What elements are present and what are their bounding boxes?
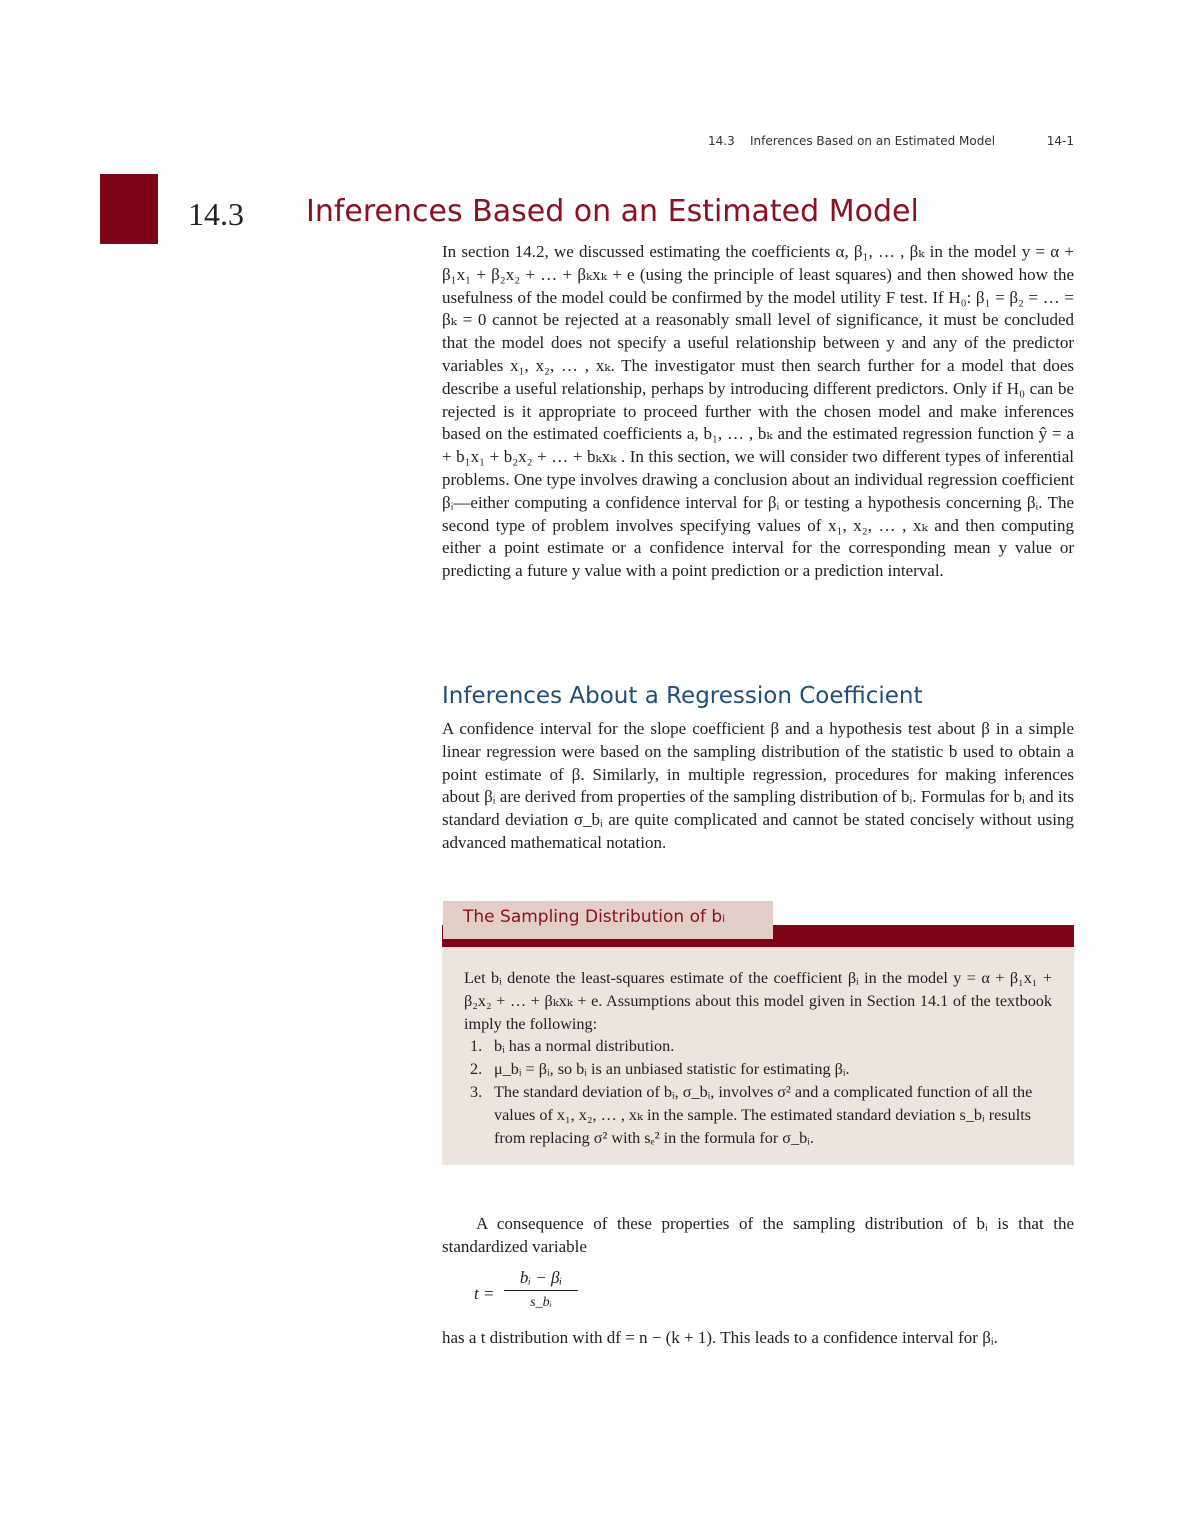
formula-fraction — [504, 1268, 578, 1311]
section-title: Inferences Based on an Estimated Model — [306, 194, 919, 229]
intro-paragraph: In section 14.2, we discussed estimating the coefficients α, β₁, … , βₖ in the model y = α + β₁x₁ + β₂x₂ + … + βₖxₖ + e (using the principle of least squares) and then showed how the usefulness of the model could be confirmed by the model utility F test. If H₀: β₁ = β₂ = … = βₖ = 0 cannot be rejected at a reasonably small level of significance, it must be concluded that the model does not specify a useful relationship between y and any of the predictor variables x₁, x₂, … , xₖ. The investigator must then search further for a model that does describe a useful relationship, perhaps by introducing different predictors. Only if H₀ can be rejected is it appropriate to proceed further with the chosen model and make inferences based on the estimated coefficients a, b₁, … , bₖ and the estimated regression function ŷ = a + b₁x₁ + b₂x₂ + … + bₖxₖ . In this section, we will consider two different types of inferential problems. One type involves drawing a conclusion about an individual regression coefficient βᵢ—either computing a confidence interval for βᵢ or testing a hypothesis concerning βᵢ. The second type of problem involves specifying values of x₁, x₂, … , xₖ and then computing either a point estimate or a confidence interval for the corresponding mean y value or predicting a future y value with a point prediction or a prediction interval. — [442, 242, 1074, 581]
formula-numerator: bᵢ − βᵢ — [504, 1268, 578, 1291]
list-item-text: The standard deviation of bᵢ, σ_bᵢ, involves σ² and a complicated function of all the values of x₁, x₂, … , xₖ in the sample. The estimated standard deviation s_bᵢ results from replacing σ² with sₑ² in the formula for σ_bᵢ. — [494, 1082, 1033, 1147]
running-head-title: 14.3 Inferences Based on an Estimated Model — [708, 134, 996, 148]
final-paragraph: has a t distribution with df = n − (k + 1). This leads to a confidence interval for βᵢ. — [442, 1328, 998, 1347]
final-section — [442, 1327, 1074, 1350]
list-item-number: 1. — [470, 1037, 483, 1056]
box-title: The Sampling Distribution of bᵢ — [443, 901, 773, 939]
intro-section — [442, 241, 1074, 583]
list-item-text: μ_bᵢ = βᵢ, so bᵢ is an unbiased statistic for estimating βᵢ. — [494, 1060, 850, 1079]
list-item — [464, 1035, 1052, 1058]
running-head — [708, 134, 1074, 148]
formula-lhs: t = — [474, 1284, 495, 1303]
coefficient-section — [442, 718, 1074, 855]
subsection-title: Inferences About a Regression Coefficient — [442, 683, 923, 709]
section-marker-block — [100, 174, 158, 244]
box-lead-text: Let bᵢ denote the least-squares estimate of the coefficient βᵢ in the model y = α + β₁x₁ + β₂x₂ + … + βₖxₖ + e. Assumptions about this model given in Section 14.1 of the textbook imply the following: — [464, 969, 1052, 1033]
page-number: 14-1 — [1046, 134, 1074, 148]
list-item — [464, 1081, 1052, 1149]
list-item — [464, 1058, 1052, 1081]
list-item-text: bᵢ has a normal distribution. — [494, 1037, 675, 1056]
box-list — [464, 1035, 1052, 1149]
list-item-number: 3. — [470, 1082, 483, 1101]
sampling-distribution-box — [442, 947, 1074, 1165]
after-box-section — [442, 1213, 1074, 1259]
after-box-paragraph: A consequence of these properties of the sampling distribution of bᵢ is that the standardized variable — [442, 1214, 1074, 1256]
section-number: 14.3 — [188, 196, 244, 232]
coefficient-paragraph: A confidence interval for the slope coefficient β and a hypothesis test about β in a simple linear regression were based on the sampling distribution of the statistic b used to obtain a point estimate of β. Similarly, in multiple regression, procedures for making inferences about βᵢ are derived from properties of the sampling distribution of bᵢ. Formulas for bᵢ and its standard deviation σ_bᵢ are quite complicated and cannot be stated concisely without using advanced mathematical notation. — [442, 719, 1074, 852]
formula-denominator: s_bᵢ — [530, 1295, 552, 1310]
list-item-number: 2. — [470, 1060, 483, 1079]
